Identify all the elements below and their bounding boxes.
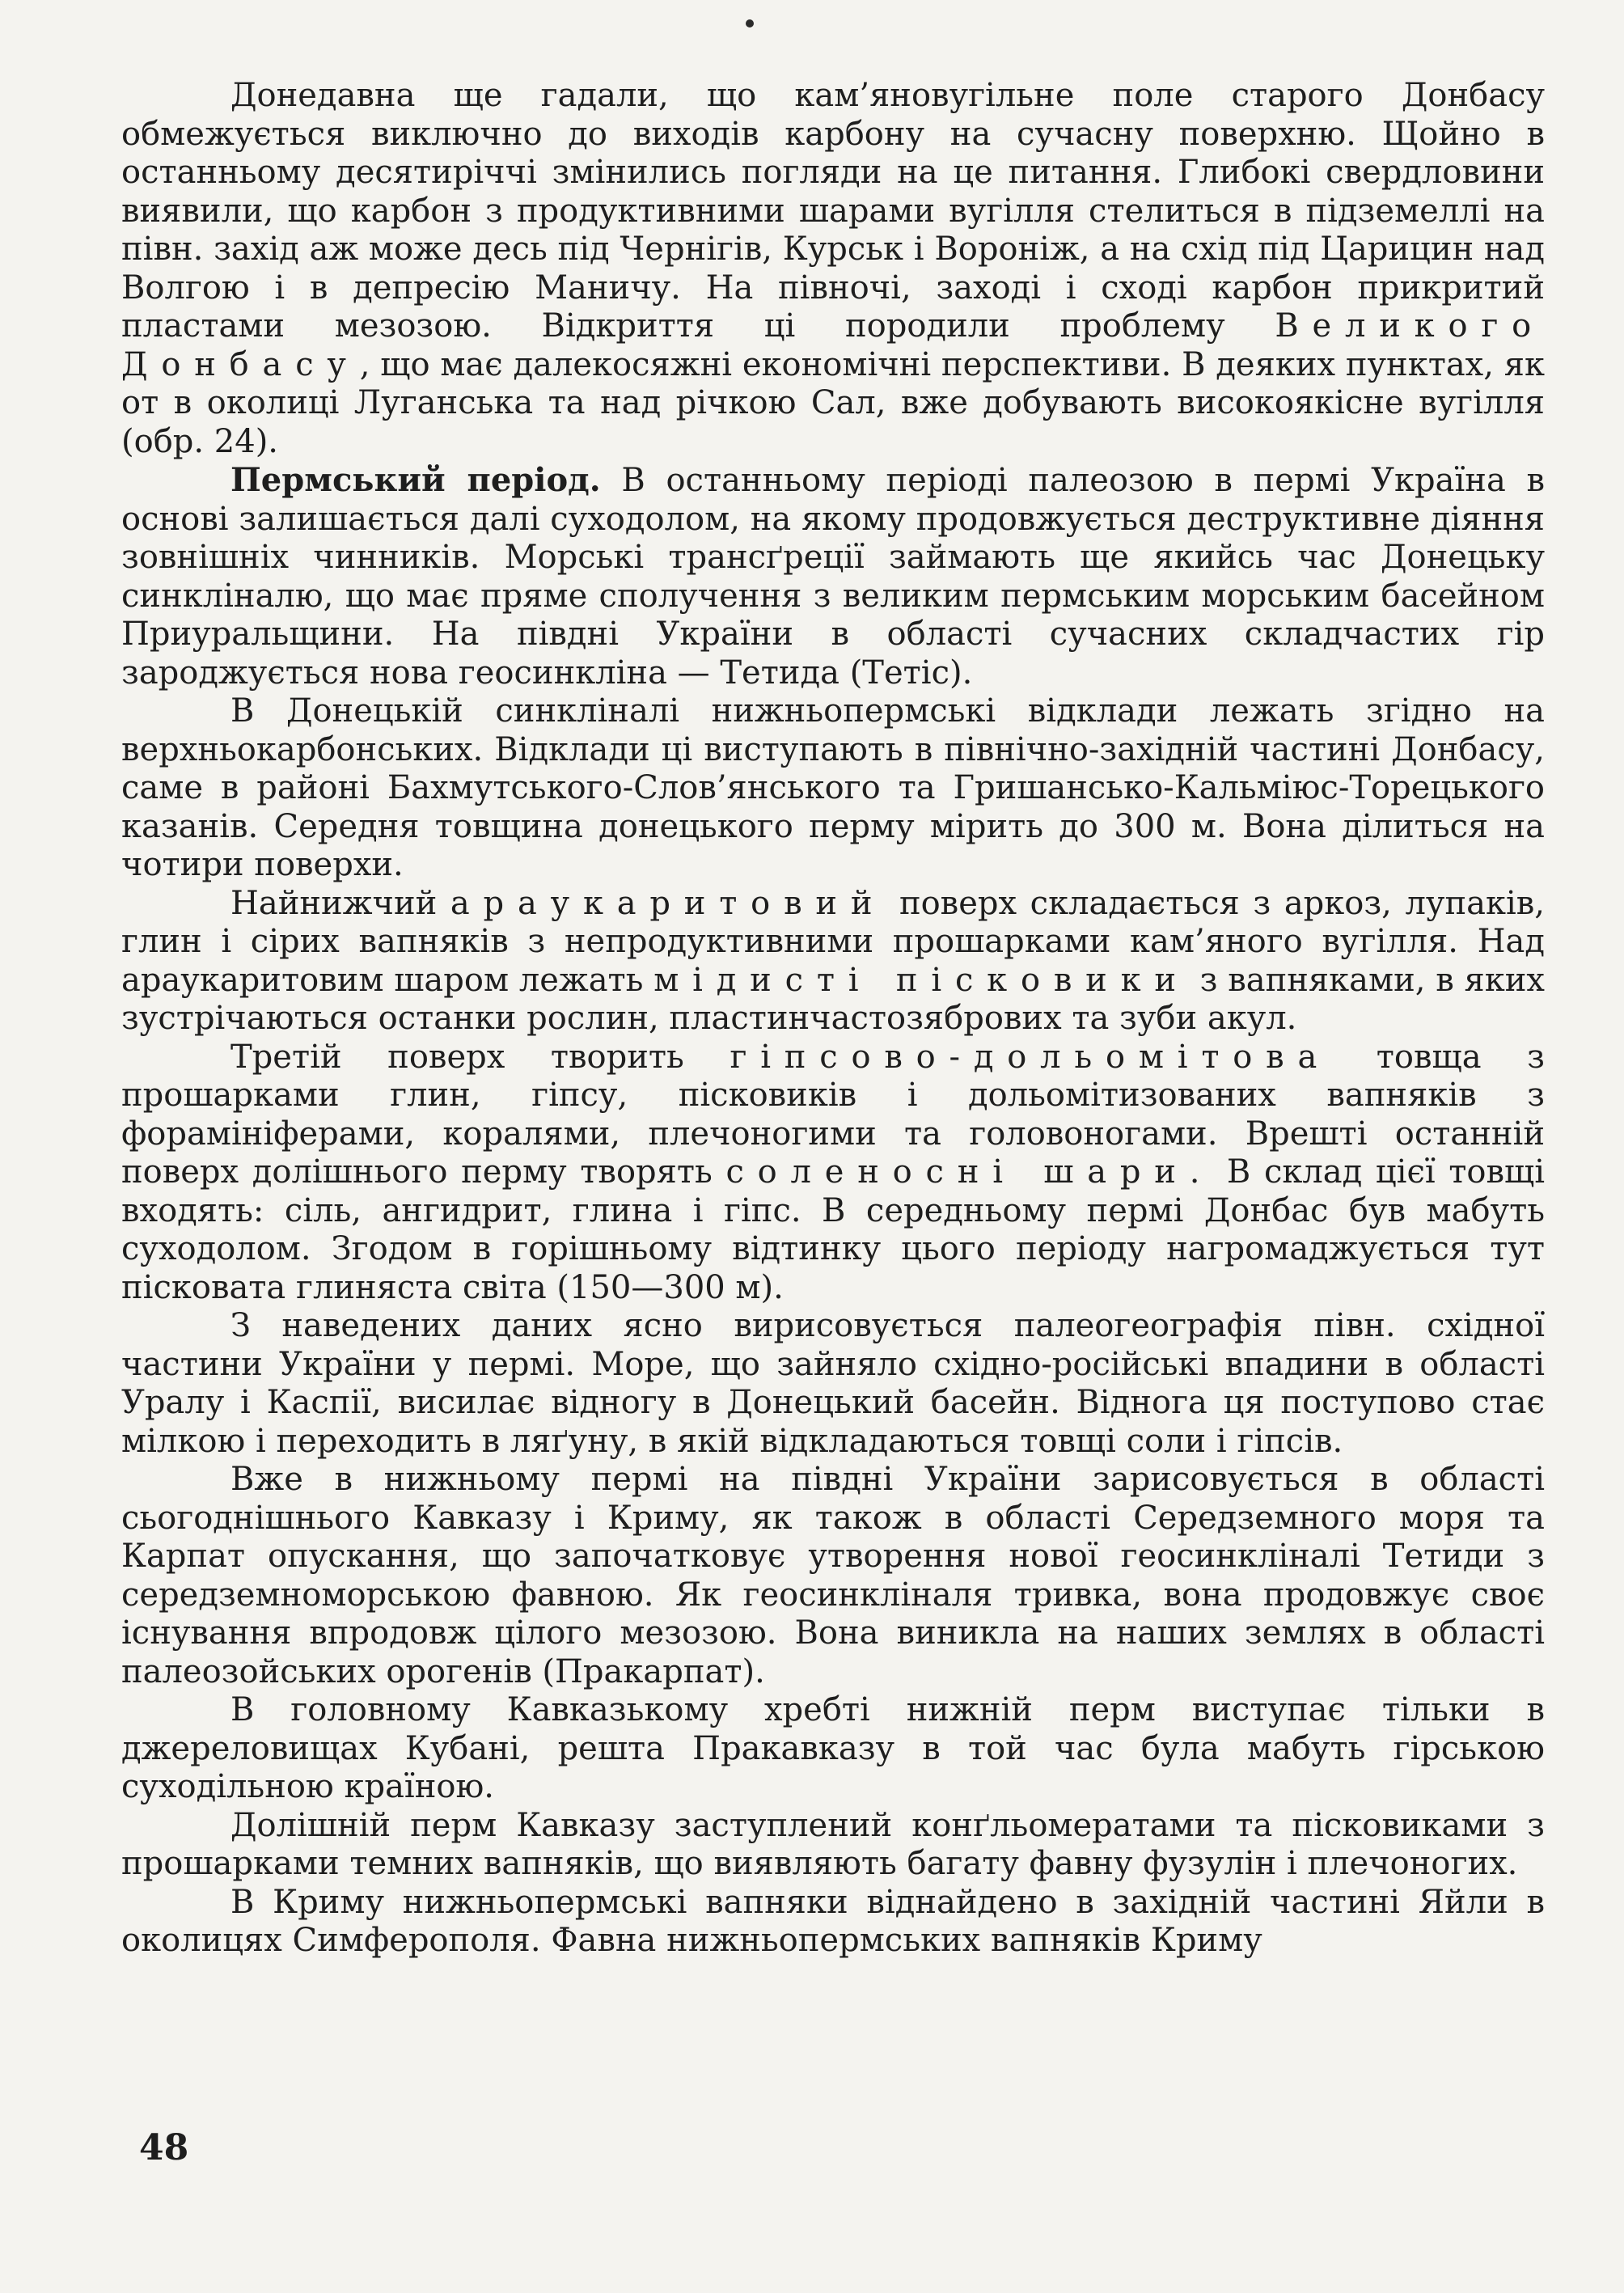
paragraph-text: В останньому періоді палеозою в пермі Україна в основі залишається далі суходолом, на якому продовжується деструктивне діяння зовнішніх чинників. Морські трансґреції займають ще якийсь час Донецьку синкліналю, що має пряме сполучення з великим пермським морським басейном Приуральщини. На півдні України в області сучасних складчастих гір зароджується нова геосинкліна — Тетида (Тетіс). <box>121 462 1546 692</box>
paragraph-caucasus-lower-perm <box>121 1807 1545 1884</box>
paragraph-tethys <box>121 1461 1545 1691</box>
paragraph-text: В Донецькій синклінaлі нижньопермські відклади лежать згідно на верхньокарбонських. Відклади ці виступають в північно-західній частині Донбасу, саме в районі Бахмутського-Слов’янського та Гришансько-Кальміюс-Торецького казанів. Середня товщина донецького перму мірить до 300 м. Вона ділиться на чотири поверхи. <box>121 692 1545 883</box>
section-heading: Пермський період. <box>230 461 601 499</box>
paragraph-text: В Криму нижньопермські вапняки віднайдено в західній частині Яйли в околицях Симферополя. Фавна нижньопермських вапняків Криму <box>121 1883 1545 1959</box>
paragraph-text: Найнижчий <box>230 884 450 922</box>
paragraph-lowest-layer <box>121 885 1545 1039</box>
paragraph-text: З наведених даних ясно вирисовується палеогеографія півн. східної частини України у пермі. Море, що зайняло східно-російські впадини в області Уралу і Каспії, висилає відногу в Донецький басейн. Віднога ця поступово стає мілкою і переходить в ляґуну, в якій відкладаються товщі соли і гіпсів. <box>121 1307 1545 1460</box>
paragraph-caucasus-ridge <box>121 1691 1545 1807</box>
paragraph-donetsk-syncline <box>121 692 1545 885</box>
spaced-term-2: мідисті пісковики <box>653 961 1190 999</box>
body-text <box>121 77 1545 1961</box>
paragraph-text-tail: , що має далекосяжні економічні перспективи. В деяких пунктах, як от в околиці Луганська та над річкою Сал, вже добувають високоякісне вугілля (обр. 24). <box>121 345 1545 460</box>
paragraph-text-tail-2: В склад цієї товщі входять: сіль, ангидрит, глина і гіпс. В середньому пермі Донбас був мабуть суходолом. Згодом в горішньому відтинку цього періоду нагромаджується тут пісковата глиняста світа (150—300 м). <box>121 1153 1545 1306</box>
paragraph-text-tail: поверх складається з аркоз, лупаків, глин і сірих вапняків з непродуктивними прошарками кам’яного вугілля. Над араукаритовим шаром лежать <box>121 884 1545 999</box>
spaced-term: араукаритовий <box>450 884 886 922</box>
paragraph-text: Вже в нижньому пермі на півдні України зарисовується в області сьогоднішнього Кавказу і Криму, як також в області Середземного моря та Карпат опускання, що започатковує утворення нової геосинкліналі Тетиди з середземноморською фавною. Як геосинкліналя тривка, вона продовжує своє існування впродовж цілого мезозою. Вона виникла на наших землях в області палеозойських орогенів (Пракарпат). <box>121 1461 1545 1690</box>
spaced-term-2: соленосні шари. <box>725 1153 1214 1191</box>
paragraph-text: В головному Кавказькому хребті нижній перм виступає тільки в джереловищах Кубані, решта Пракавказу в той час була мабуть гірською суходільною країною. <box>121 1691 1545 1805</box>
paragraph-text-tail: товща з прошарками глин, гіпсу, пісковиків і дольомітизованих вапняків з форамініферами, коралями, плечоногими та головоногами. Врешті останній поверх долішнього перму творять <box>121 1038 1545 1191</box>
paragraph-permian <box>121 461 1545 692</box>
spaced-term: гіпсово-дольомітова <box>730 1038 1331 1076</box>
page-number: 48 <box>139 2127 189 2168</box>
paragraph-donbas <box>121 77 1545 461</box>
paragraph-crimea <box>121 1884 1545 1961</box>
paragraph-paleogeography <box>121 1307 1545 1461</box>
page-mark-dot <box>746 19 754 27</box>
paragraph-text-tail-2: з вапняками, в яких зустрічаються останки рослин, пластинчастозябрових та зуби акул. <box>121 961 1545 1037</box>
spaced-term: Великого Донбасу <box>121 307 1545 383</box>
paragraph-text: Донедавна ще гадали, що кам’яновугільне поле старого Донбасу обмежується виключно до виходів карбону на сучасну поверхню. Щойно в останньому десятиріччі змінились погляди на це питання. Глибокі свердловини виявили, що карбон з продуктивними шарами вугілля стелиться в підземеллі на півн. захід аж може десь під Чернігів, Курськ і Вороніж, а на схід під Царицин над Волгою і в депресію Маничу. На півночі, заході і сході карбон прикритий пластами мезозою. Відкриття ці породили проблему <box>121 77 1545 345</box>
paragraph-text: Долішній перм Кавказу заступлений конґльомератами та пісковиками з прошарками темних вапняків, що виявляють багату фавну фузулін і плечоногих. <box>121 1806 1545 1882</box>
paragraph-third-layer <box>121 1039 1545 1308</box>
paragraph-text: Третій поверх творить <box>230 1038 730 1076</box>
